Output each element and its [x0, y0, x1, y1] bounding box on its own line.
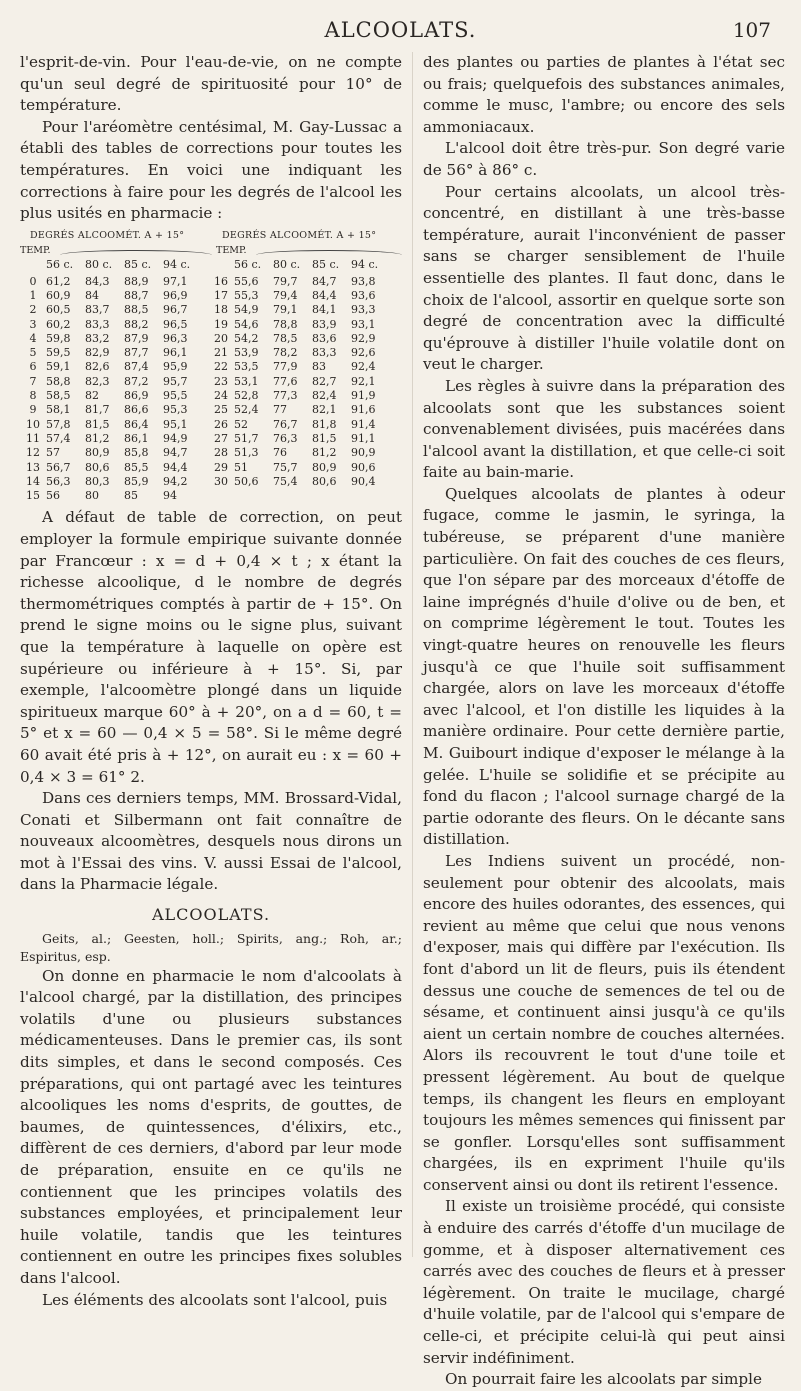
table-cell: 55,6	[234, 274, 259, 288]
table-temp-cell: 20	[214, 331, 228, 345]
table-cell: 60,9	[46, 288, 71, 302]
table-cell: 84,1	[312, 303, 337, 317]
table-cell: 81,5	[85, 417, 110, 431]
column-header: 94 c.	[351, 258, 379, 272]
paragraph: Pour certains alcoolats, un alcool très-concentré, en distillant à une très-basse température, aurait l'inconvénient de passer sans se charger sensiblement de l'huile essentielle des plantes. Il faut donc, dans le choix de l'alcool, assortir en quelque sorte son degré de concentration avec la difficulté qu'éprouve à distiller l'huile volatile dont on veut le charger.	[423, 182, 785, 374]
table-row	[20, 461, 390, 475]
table-temp-cell: 18	[214, 303, 228, 317]
table-cell: 82,3	[85, 374, 110, 388]
table-cell	[351, 489, 390, 503]
table-cell: 83,6	[312, 331, 337, 345]
table-captions	[30, 229, 402, 243]
table-cell: 92,6	[351, 346, 376, 360]
table	[20, 258, 390, 503]
table-cell: 51,3	[234, 446, 259, 460]
table-row	[20, 346, 390, 360]
table-cell: 87,9	[124, 331, 149, 345]
table-cell: 52,8	[234, 389, 259, 403]
temp-label: TEMP.	[216, 245, 247, 257]
table-temp-cell: 10	[26, 417, 40, 431]
paragraph: Les éléments des alcoolats sont l'alcool, puis	[42, 1290, 388, 1309]
table-cell: 87,2	[124, 374, 149, 388]
column-header: 80 c.	[273, 258, 301, 272]
table-cell: 58,5	[46, 389, 71, 403]
table-row	[20, 475, 390, 489]
table-cell: 81,8	[312, 417, 337, 431]
table-cell: 93,8	[351, 274, 376, 288]
table-cell: 79,1	[273, 303, 298, 317]
correction-table	[20, 229, 402, 504]
table-temp-cell: 19	[214, 317, 228, 331]
table-row	[20, 318, 390, 332]
column-header: 85 c.	[312, 258, 340, 272]
table-row	[20, 275, 390, 289]
table-cell: 75,7	[273, 460, 298, 474]
table-temp-cell: 4	[29, 331, 37, 345]
page-number: 107	[732, 18, 771, 42]
table-cell: 94,2	[163, 474, 188, 488]
table-cell: 56,7	[46, 460, 71, 474]
paragraph: A défaut de table de correction, on peut employer la formule empirique suivante donnée par Francœur : x = d + 0,4 × t ; x étant la richesse alcoolique, d le nombre de degrés thermométriques comptés à partir de + 15°. On prend le signe moins ou le signe plus, suivant que la température à laquelle on opère est supérieure ou inférieure à + 15°. Si, par exemple, l'alcoomètre plongé dans un liquide spiritueux marque 60° à + 20°, on a d = 60, t = 5° et x = 60 — 0,4 × 5 = 58°. Si le même degré 60 avait été pris à + 12°, on aurait eu : x = 60 + 0,4 × 3 = 61° 2.	[20, 508, 402, 786]
table-temp-cell: 24	[214, 389, 228, 403]
table-cell: 81,2	[312, 446, 337, 460]
brace-left	[60, 250, 212, 255]
table-cell: 94	[163, 489, 177, 503]
table-cell: 92,9	[351, 331, 376, 345]
column-divider	[412, 52, 413, 1257]
table-row	[20, 432, 390, 446]
table-cell: 52	[234, 417, 248, 431]
table-cell: 86,6	[124, 403, 149, 417]
table-cell: 80	[85, 489, 99, 503]
table-cell: 51	[234, 460, 248, 474]
table-caption-left: DEGRÉS ALCOOMÉT. A + 15°	[30, 229, 185, 241]
table-cell: 76,7	[273, 417, 298, 431]
paragraph: On pourrait faire les alcoolats par simple	[445, 1370, 762, 1389]
table-cell: 90,4	[351, 474, 376, 488]
table-cell: 85,5	[124, 460, 149, 474]
table-cell: 96,9	[163, 288, 188, 302]
table-cell: 60,2	[46, 317, 71, 331]
table-row	[20, 446, 390, 460]
table-cell: 86,4	[124, 417, 149, 431]
table-cell: 94,9	[163, 431, 188, 445]
table-row	[20, 332, 390, 346]
table-cell: 91,9	[351, 389, 376, 403]
table-temp-cell	[208, 489, 234, 503]
table-cell: 83,3	[85, 317, 110, 331]
table-cell: 79,7	[273, 274, 298, 288]
column-header: 56 c.	[46, 258, 74, 272]
paragraph: l'esprit-de-vin. Pour l'eau-de-vie, on ne compte qu'un seul degré de spirituosité pour 10° de température.	[20, 53, 402, 115]
table-cell: 93,3	[351, 303, 376, 317]
brace-right	[256, 250, 402, 255]
table-cell: 80,3	[85, 474, 110, 488]
table-cell: 96,1	[163, 346, 188, 360]
table-cell: 95,9	[163, 360, 188, 374]
table-temp-cell: 2	[29, 303, 37, 317]
table-temp-cell: 12	[26, 446, 40, 460]
table-cell: 51,7	[234, 431, 259, 445]
table-cell: 77,9	[273, 360, 298, 374]
table-cell: 59,1	[46, 360, 71, 374]
table-cell: 92,4	[351, 360, 376, 374]
table-temp-cell: 5	[29, 346, 37, 360]
table-row	[20, 303, 390, 317]
table-cell: 86,9	[124, 389, 149, 403]
table-temp-cell: 9	[29, 403, 37, 417]
table-temp-cell: 13	[26, 460, 40, 474]
table-cell: 53,5	[234, 360, 259, 374]
table-temp-cell: 11	[26, 431, 40, 445]
paragraph: des plantes ou parties de plantes à l'état sec ou frais; quelquefois des substances animales, comme le musc, l'ambre; ou encore des sels ammoniacaux.	[423, 53, 785, 136]
column-header: 56 c.	[234, 258, 262, 272]
table-cell: 83,3	[312, 346, 337, 360]
table-cell: 79,4	[273, 288, 298, 302]
table-cell: 93,6	[351, 288, 376, 302]
table-cell: 56,3	[46, 474, 71, 488]
table-cell: 57,8	[46, 417, 71, 431]
table-cell: 90,6	[351, 460, 376, 474]
table-cell: 88,5	[124, 303, 149, 317]
table-temp-cell: 8	[29, 389, 37, 403]
table-cell: 56	[46, 489, 60, 503]
table-cell: 81,7	[85, 403, 110, 417]
table-cell: 94,7	[163, 446, 188, 460]
table-cell: 82,6	[85, 360, 110, 374]
table-cell: 82,1	[312, 403, 337, 417]
table-cell: 54,9	[234, 303, 259, 317]
table-cell: 85	[124, 489, 138, 503]
table-cell: 85,8	[124, 446, 149, 460]
table-temp-cell: 25	[214, 403, 228, 417]
table-cell: 88,2	[124, 317, 149, 331]
table-cell: 59,5	[46, 346, 71, 360]
table-cell: 58,8	[46, 374, 71, 388]
table-cell: 85,9	[124, 474, 149, 488]
table-cell: 77,6	[273, 374, 298, 388]
paragraph: Les Indiens suivent un procédé, non-seulement pour obtenir des alcoolats, mais encore des huiles odorantes, des essences, qui revient au même que celui que nous venons d'exposer, mais qui diffère par l'exécution. Ils font d'abord un lit de fleurs, puis ils étendent dessus une couche de semences de tel ou de sésame, et continuent ainsi jusqu'à ce qu'ils aient un certain nombre de couches alternées. Alors ils recouvrent le tout d'une toile et pressent légèrement. Au bout de quelque temps, ils changent les fleurs en employant toujours les mêmes semences qui finissent par se gonfler. Lorsqu'elles sont suffisamment chargées, ils en expriment l'huile qu'ils conservent ainsi ou dont ils retirent l'essence.	[423, 851, 785, 1194]
table-cell: 50,6	[234, 474, 259, 488]
paragraph: Les règles à suivre dans la préparation des alcoolats sont que les substances soient convenablement divisées, puis macérées dans l'alcool avant la distillation, et que celle-ci soit faite au bain-marie.	[423, 376, 785, 482]
synonyms: Geits, al.; Geesten, holl.; Spirits, ang.; Roh, ar.; Espiritus, esp.	[20, 930, 402, 964]
table-cell: 95,3	[163, 403, 188, 417]
table-cell: 84	[85, 288, 99, 302]
table-cell: 78,5	[273, 331, 298, 345]
table-cell: 82,7	[312, 374, 337, 388]
table-cell: 87,4	[124, 360, 149, 374]
table-cell: 82,4	[312, 389, 337, 403]
table-row	[20, 375, 390, 389]
table-temp-cell: 3	[29, 317, 37, 331]
paragraph: On donne en pharmacie le nom d'alcoolats à l'alcool chargé, par la distillation, des principes volatils d'une ou plusieurs substances médicamenteuses. Dans le premier cas, ils sont dits simples, et dans le second composés. Ces préparations, qui ont partagé avec les teintures alcooliques les noms d'esprits, de gouttes, de baumes, de quintessences, d'élixirs, etc., diffèrent de ces derniers, d'abord par leur mode de préparation, ensuite en ce qu'ils ne contiennent que les principes volatils des substances employées, et principalement leur huile volatile, tandis que les teintures contiennent en outre les principes fixes solubles dans l'alcool.	[20, 966, 402, 1287]
table-cell: 88,9	[124, 274, 149, 288]
table-cell: 57	[46, 446, 60, 460]
table-cell: 81,2	[85, 431, 110, 445]
table-cell: 83,9	[312, 317, 337, 331]
table-temp-cell: 21	[214, 346, 228, 360]
table-temp-cell: 27	[214, 431, 228, 445]
table-cell: 90,9	[351, 446, 376, 460]
table-cell: 96,5	[163, 317, 188, 331]
table-cell: 80,6	[312, 474, 337, 488]
table-cell: 77,3	[273, 389, 298, 403]
table-cell: 95,5	[163, 389, 188, 403]
table-cell: 92,1	[351, 374, 376, 388]
table-cell: 61,2	[46, 274, 71, 288]
table-cell: 80,6	[85, 460, 110, 474]
table-cell: 97,1	[163, 274, 188, 288]
table-cell: 87,7	[124, 346, 149, 360]
table-cell: 86,1	[124, 431, 149, 445]
table-cell: 91,1	[351, 431, 376, 445]
paragraph: Pour l'aréomètre centésimal, M. Gay-Lussac a établi des tables de corrections pour toutes les températures. En voici une indiquant les corrections à faire pour les degrés de l'alcool les plus usités en pharmacie :	[20, 117, 402, 223]
table-temp-cell: 6	[29, 360, 37, 374]
table-row	[20, 360, 390, 374]
table-cell: 83,7	[85, 303, 110, 317]
table-cell: 95,1	[163, 417, 188, 431]
table-cell: 93,1	[351, 317, 376, 331]
table-cell: 82	[85, 389, 99, 403]
table-cell: 84,3	[85, 274, 110, 288]
paragraph: Dans ces derniers temps, MM. Brossard-Vidal, Conati et Silbermann ont fait connaître de nouveaux alcoomètres, desquels nous dirons un mot à l'Essai des vins. V. aussi Essai de l'alcool, dans la Pharmacie légale.	[20, 789, 402, 894]
table-cell	[234, 489, 273, 503]
table-cell: 76,3	[273, 431, 298, 445]
table-row	[20, 389, 390, 403]
table-cell: 80,9	[85, 446, 110, 460]
table-cell: 55,3	[234, 288, 259, 302]
table-cell: 81,5	[312, 431, 337, 445]
left-column	[20, 52, 402, 1311]
table-cell: 77	[273, 403, 287, 417]
table-cell: 84,7	[312, 274, 337, 288]
table-cell: 80,9	[312, 460, 337, 474]
table-row	[20, 489, 390, 503]
table-caption-right: DEGRÉS ALCOOMÉT. A + 15°	[222, 229, 377, 241]
table-temp-cell: 14	[26, 474, 40, 488]
table-cell: 83	[312, 360, 326, 374]
table-cell: 52,4	[234, 403, 259, 417]
table-cell: 75,4	[273, 474, 298, 488]
table-cell: 82,9	[85, 346, 110, 360]
table-cell: 91,6	[351, 403, 376, 417]
table-cell: 78,8	[273, 317, 298, 331]
section-title: ALCOOLATS.	[151, 905, 271, 925]
table-cell: 96,7	[163, 303, 188, 317]
table-temp-cell: 16	[214, 274, 228, 288]
table-cell: 54,6	[234, 317, 259, 331]
table-cell: 53,1	[234, 374, 259, 388]
page-header	[0, 18, 801, 48]
table-cell: 78,2	[273, 346, 298, 360]
table-cell: 84,4	[312, 288, 337, 302]
column-header: 80 c.	[85, 258, 113, 272]
column-header: 94 c.	[163, 258, 191, 272]
table-temp-cell: 23	[214, 374, 228, 388]
table-cell: 54,2	[234, 331, 259, 345]
table-temp-cell: 15	[26, 489, 40, 503]
table-cell: 94,4	[163, 460, 188, 474]
table-row	[20, 289, 390, 303]
table-cell: 60,5	[46, 303, 71, 317]
table-cell: 91,4	[351, 417, 376, 431]
table-row	[20, 403, 390, 417]
table-temp-cell: 30	[214, 474, 228, 488]
table-cell: 57,4	[46, 431, 71, 445]
table-temp-cell: 29	[214, 460, 228, 474]
table-cell: 58,1	[46, 403, 71, 417]
table-cell: 95,7	[163, 374, 188, 388]
table-temp-cell: 7	[29, 374, 37, 388]
table-cell: 76	[273, 446, 287, 460]
running-title: ALCOOLATS.	[324, 18, 477, 42]
table-cell	[273, 489, 312, 503]
table-temp-cell: 22	[214, 360, 228, 374]
table-cell: 83,2	[85, 331, 110, 345]
table-cell: 88,7	[124, 288, 149, 302]
table-cell	[312, 489, 351, 503]
table-header-row	[20, 258, 390, 274]
table-cell: 96,3	[163, 331, 188, 345]
table-temp-cell: 28	[214, 446, 228, 460]
temp-label: TEMP.	[20, 245, 51, 257]
column-header: 85 c.	[124, 258, 152, 272]
table-temp-cell: 26	[214, 417, 228, 431]
table-row	[20, 418, 390, 432]
table-cell: 59,8	[46, 331, 71, 345]
table-cell: 53,9	[234, 346, 259, 360]
table-temp-cell: 17	[214, 288, 228, 302]
paragraph: Il existe un troisième procédé, qui consiste à enduire des carrés d'étoffe d'un mucilage de gomme, et à disposer alternativement ces carrés avec des couches de fleurs et à presser légèrement. On traite le mucilage, chargé d'huile volatile, par de l'alcool qui s'empare de celle-ci, et précipite celui-là qui peut ainsi servir indéfiniment.	[423, 1197, 785, 1367]
paragraph: Quelques alcoolats de plantes à odeur fugace, comme le jasmin, le syringa, la tubéreuse, se préparent d'une manière particulière. On fait des couches de ces fleurs, que l'on sépare par des morceaux d'étoffe de laine imprégnés d'huile d'olive ou de ben, et on comprime légèrement le tout. Toutes les vingt-quatre heures on renouvelle les fleurs jusqu'à ce que l'huile soit suffisamment chargée, alors on lave les morceaux d'étoffe avec l'alcool, et l'on distille les liquides à la manière ordinaire. Pour cette dernière partie, M. Guibourt indique d'exposer le mélange à la gelée. L'huile se solidifie et se précipite au fond du flacon ; l'alcool surnage chargé de la partie odorante des fleurs. On le décante sans distillation.	[423, 484, 785, 849]
paragraph: L'alcool doit être très-pur. Son degré varie de 56° à 86° c.	[423, 139, 785, 179]
right-column	[423, 52, 785, 1391]
table-temp-cell: 1	[29, 288, 37, 302]
table-temp-cell: 0	[29, 274, 37, 288]
